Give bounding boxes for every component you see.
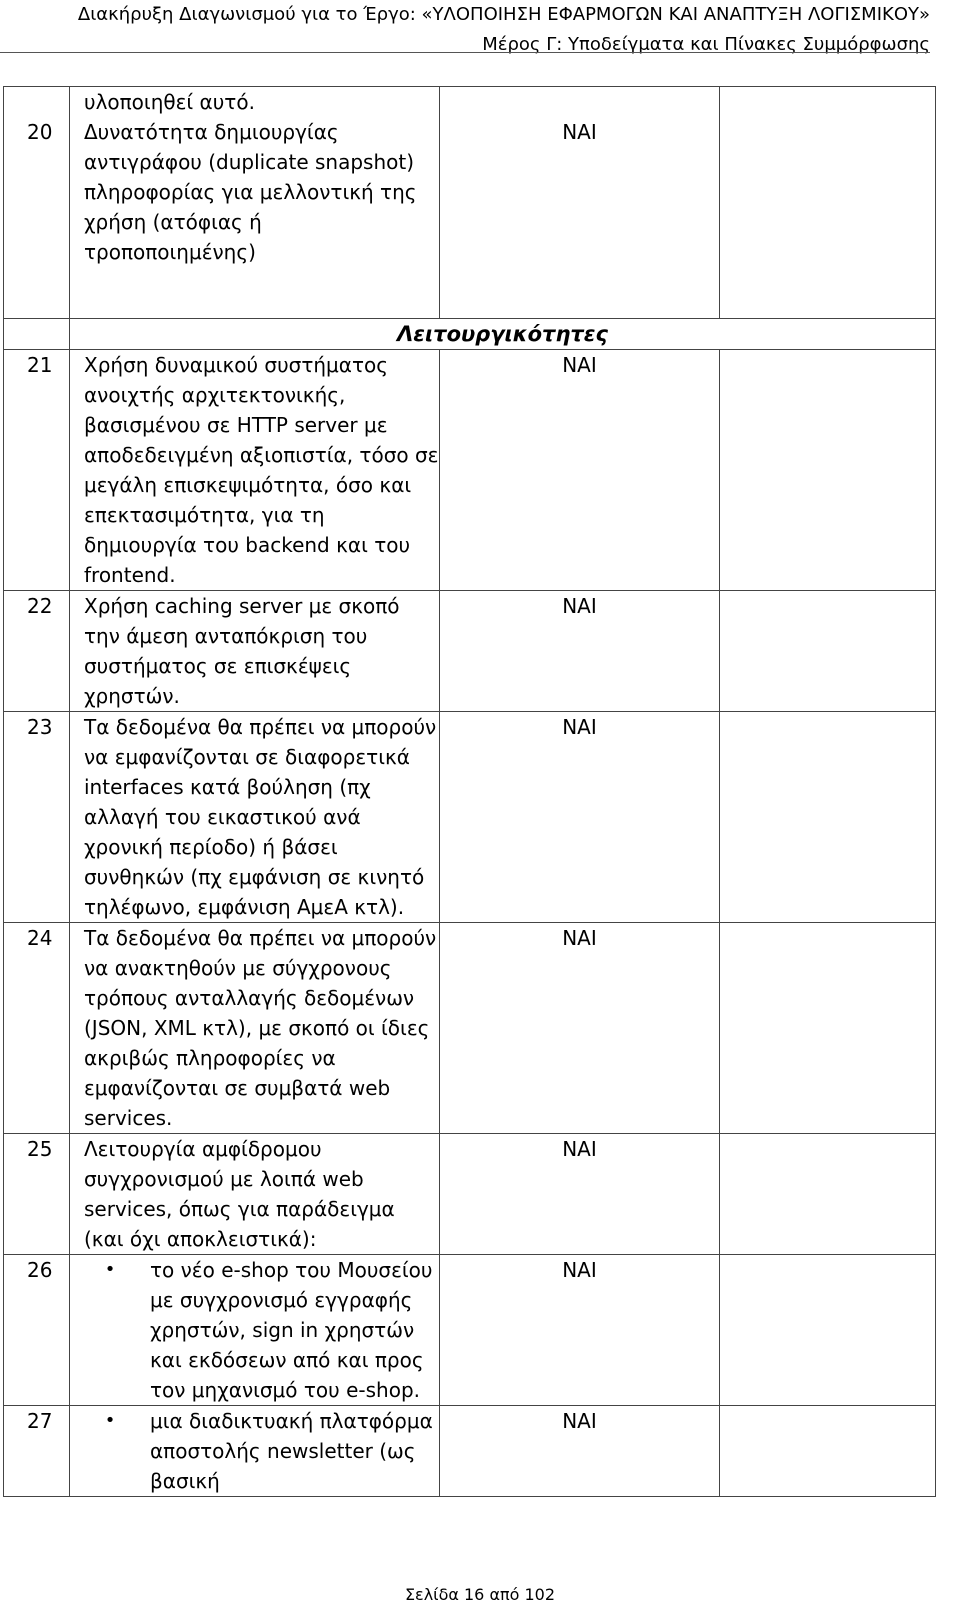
page-number: Σελίδα 16 από 102 (404, 1585, 556, 1604)
row-description: το νέο e-shop του Μουσείου με συγχρονισμό εγγραφής χρηστών, sign in χρηστών και εκδόσεων από και προς τον μηχανισμό του e-shop. (150, 1258, 433, 1402)
bullet-icon: • (104, 1259, 116, 1280)
table-row (4, 1255, 936, 1406)
table-row (4, 1134, 936, 1255)
row-description: Δυνατότητα δημιουργίας αντιγράφου (duplicate snapshot) πληροφορίας για μελλοντική της χρήση (ατόφιας ή τροποποιημένης) (84, 120, 417, 264)
row-description-cell (70, 87, 440, 319)
row-answer: ΝΑΙ (440, 591, 720, 712)
header-subtitle: Μέρος Γ: Υποδείγματα και Πίνακες Συμμόρφωσης (482, 34, 930, 55)
row-number: 25 (4, 1134, 70, 1255)
row-remarks-cell (720, 87, 936, 319)
row-answer: ΝΑΙ (440, 350, 720, 591)
table-row (4, 712, 936, 923)
header-divider (0, 52, 930, 53)
row-remarks-cell (720, 1134, 936, 1255)
row-remarks-cell (720, 1255, 936, 1406)
row-answer: ΝΑΙ (440, 923, 720, 1134)
section-title: Λειτουργικότητες (70, 319, 936, 350)
row-answer-cell (440, 87, 720, 319)
row-remarks-cell (720, 923, 936, 1134)
row-remarks-cell (720, 350, 936, 591)
compliance-table (3, 86, 936, 1497)
row-number: 27 (4, 1406, 70, 1497)
row-number: 24 (4, 923, 70, 1134)
continued-text: υλοποιηθεί αυτό. (84, 90, 255, 114)
row-answer: ΝΑΙ (440, 1255, 720, 1406)
row-description: μια διαδικτυακή πλατφόρμα αποστολής newsletter (ως βασική (150, 1409, 433, 1493)
header-title: Διακήρυξη Διαγωνισμού για το Έργο: «ΥΛΟΠΟΙΗΣΗ ΕΦΑΡΜΟΓΩΝ ΚΑΙ ΑΝΑΠΤΥΞΗ ΛΟΓΙΣΜΙΚΟΥ» (77, 4, 930, 25)
row-remarks-cell (720, 1406, 936, 1497)
row-description: Χρήση δυναμικού συστήματος ανοιχτής αρχιτεκτονικής, βασισμένου σε HTTP server με αποδεδειγμένη αξιοπιστία, τόσο σε μεγάλη επισκεψιμότητα, όσο και επεκτασιμότητα, για τη δημιουργία του backend και του frontend. (70, 350, 440, 591)
row-number-cell (4, 87, 70, 319)
row-description-cell (70, 1406, 440, 1497)
row-answer: ΝΑΙ (562, 120, 597, 144)
table-row (4, 923, 936, 1134)
row-answer: ΝΑΙ (440, 1406, 720, 1497)
row-number: 20 (27, 120, 53, 144)
row-number: 23 (4, 712, 70, 923)
row-answer: ΝΑΙ (440, 712, 720, 923)
row-description-cell (70, 1255, 440, 1406)
row-answer: ΝΑΙ (440, 1134, 720, 1255)
table-row (4, 1406, 936, 1497)
section-spacer-cell (4, 319, 70, 350)
row-remarks-cell (720, 591, 936, 712)
table-row (4, 350, 936, 591)
row-description: Τα δεδομένα θα πρέπει να μπορούν να εμφανίζονται σε διαφορετικά interfaces κατά βούληση (πχ αλλαγή του εικαστικού ανά χρονική περίοδο) ή βάσει συνθηκών (πχ εμφάνιση σε κινητό τηλέφωνο, εμφάνιση ΑμεΑ κτλ). (70, 712, 440, 923)
section-header-row (4, 319, 936, 350)
table-row (4, 87, 936, 319)
bullet-icon: • (104, 1410, 116, 1431)
row-description: Τα δεδομένα θα πρέπει να μπορούν να ανακτηθούν με σύγχρονους τρόπους ανταλλαγής δεδομένων (JSON, XML κτλ), με σκοπό οι ίδιες ακριβώς πληροφορίες να εμφανίζονται σε συμβατά web services. (70, 923, 440, 1134)
page-header (0, 0, 930, 60)
row-description: Χρήση caching server με σκοπό την άμεση ανταπόκριση του συστήματος σε επισκέψεις χρηστών. (70, 591, 440, 712)
row-number: 26 (4, 1255, 70, 1406)
row-number: 22 (4, 591, 70, 712)
row-description: Λειτουργία αμφίδρομου συγχρονισμού με λοιπά web services, όπως για παράδειγμα (και όχι αποκλειστικά): (70, 1134, 440, 1255)
row-number: 21 (4, 350, 70, 591)
table-row (4, 591, 936, 712)
row-remarks-cell (720, 712, 936, 923)
